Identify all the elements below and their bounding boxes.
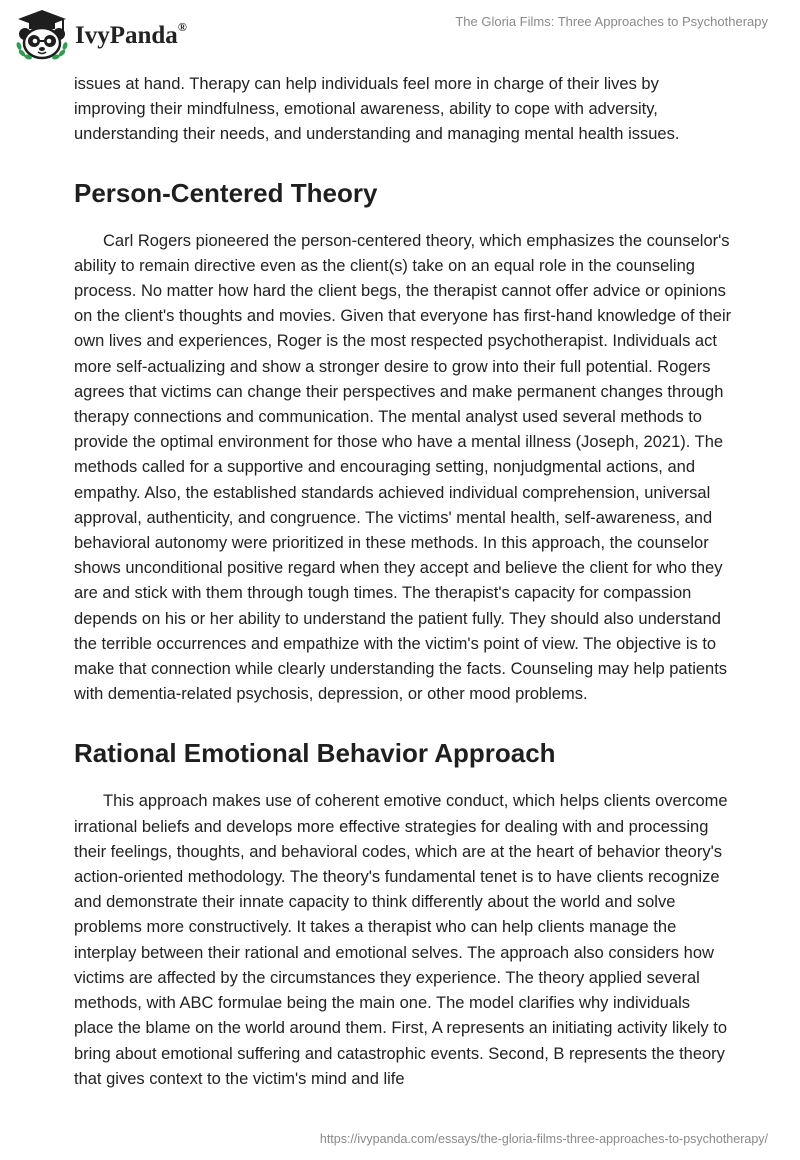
- page-header: [0, 0, 800, 70]
- document-title: The Gloria Films: Three Approaches to Psychotherapy: [455, 14, 768, 29]
- section-heading-person-centered: Person-Centered Theory: [74, 177, 378, 208]
- registered-mark: ®: [177, 19, 187, 34]
- source-url[interactable]: https://ivypanda.com/essays/the-gloria-films-three-approaches-to-psychotherapy/: [319, 1132, 768, 1146]
- essay-content: [74, 72, 734, 1092]
- ivypanda-logo[interactable]: [14, 8, 187, 60]
- section-paragraph-person-centered: Carl Rogers pioneered the person-centered theory, which emphasizes the counselor's ability to remain directive even as the client(s) take on an equal role in the counseling process. No matter how hard the client begs, the therapist cannot offer advice or opinions on the client's thoughts and movies. Given that everyone has first-hand knowledge of their own lives and experiences, Roger is the most respected psychotherapist. Individuals act more self-actualizing and show a stronger desire to grow into their full potential. Rogers agrees that victims can change their perspectives and make permanent changes through therapy connections and communication. The mental analyst used several methods to provide the optimal environment for those who have a mental illness (Joseph, 2021). The methods called for a supportive and encouraging setting, nonjudgmental actions, and empathy. Also, the established standards achieved individual comprehension, universal approval, authenticity, and congruence. The victims' mental health, self-awareness, and behavioral autonomy were prioritized in these methods. In this approach, the counselor shows unconditional positive regard when they accept and believe the client for who they are and stick with them through tough times. The therapist's capacity for compassion depends on his or her ability to understand the patient fully. They should also understand the terrible occurrences and empathize with the victim's point of view. The objective is to make that connection while clearly understanding the facts. Counseling may help patients with dementia-related psychosis, depression, or other mood problems.: [74, 231, 732, 704]
- intro-paragraph: issues at hand. Therapy can help individuals feel more in charge of their lives by improving their mindfulness, emotional awareness, ability to cope with adversity, understanding their needs, and understanding and managing mental health issues.: [74, 75, 680, 144]
- section-heading-rational-emotional: Rational Emotional Behavior Approach: [74, 738, 556, 769]
- panda-graduate-icon: [14, 8, 70, 60]
- logo-text: IvyPanda: [75, 22, 178, 49]
- section-paragraph-rational-emotional: This approach makes use of coherent emotive conduct, which helps clients overcome irrational beliefs and develops more effective strategies for dealing with and processing their feelings, thoughts, and behavioral codes, which are at the heart of behavior theory's action-oriented methodology. The theory's fundamental tenet is to have clients recognize and demonstrate their innate capacity to think differently about the world and solve problems more constructively. It takes a therapist who can help clients manage the interplay between their rational and emotional selves. The approach also considers how victims are affected by the circumstances they experience. The theory applied several methods, with ABC formulae being the main one. The model clarifies why individuals place the blame on the world around them. First, A represents an initiating activity likely to bring about emotional suffering and catastrophic events. Second, B represents the theory that gives context to the victim's mind and life: [74, 792, 728, 1088]
- logo-wordmark: [75, 19, 187, 50]
